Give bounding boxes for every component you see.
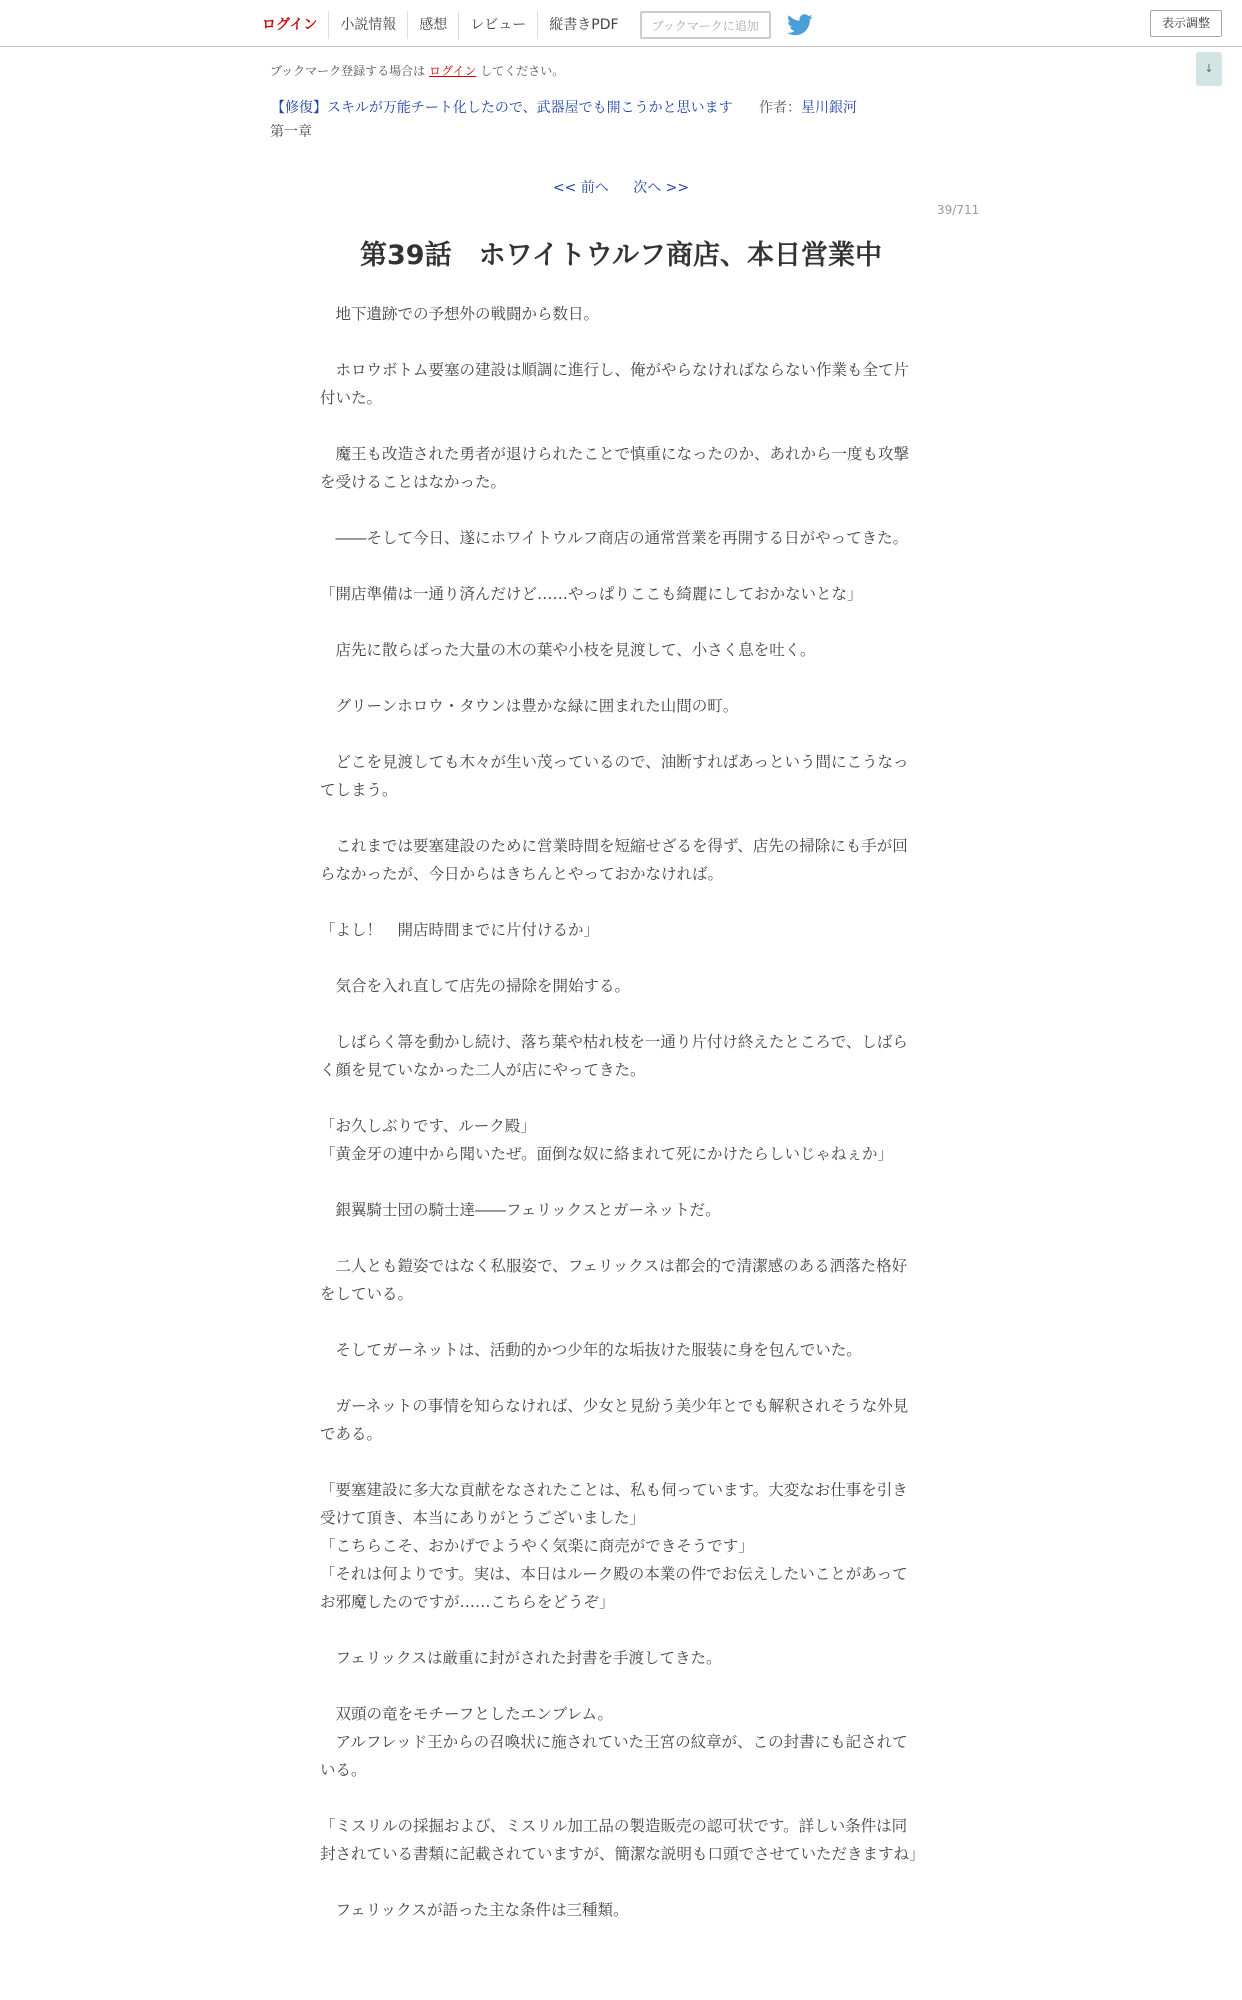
- body-paragraph: しばらく箒を動かし続け、落ち葉や枯れ枝を一通り片付け終えたところで、しばらく顔を見ていなかった二人が店にやってきた。: [320, 1033, 908, 1079]
- episode-count: 39/711: [937, 203, 980, 217]
- episode-title: 第39話 ホワイトウルフ商店、本日営業中: [360, 240, 882, 271]
- bookmark-note-login-link[interactable]: ログイン: [429, 64, 477, 78]
- body-paragraph: 銀翼騎士団の騎士達――フェリックスとガーネットだ。: [320, 1201, 721, 1219]
- review-link[interactable]: レビュー: [458, 11, 537, 39]
- body-paragraph: 地下遺跡での予想外の戦闘から数日。: [320, 305, 600, 323]
- novel-info-link[interactable]: 小説情報: [328, 11, 407, 39]
- body-paragraph: 双頭の竜をモチーフとしたエンブレム。 アルフレッド王からの召喚状に施されていた王宮の紋章が、この封書にも記されている。: [320, 1705, 908, 1779]
- scroll-down-button[interactable]: ↓: [1196, 52, 1222, 86]
- body-paragraph: グリーンホロウ・タウンは豊かな緑に囲まれた山間の町。: [320, 697, 739, 715]
- twitter-icon[interactable]: [787, 13, 815, 37]
- body-paragraph: 魔王も改造された勇者が退けられたことで慎重になったのか、あれから一度も攻撃を受けることはなかった。: [320, 445, 910, 491]
- body-paragraph: 気合を入れ直して店先の掃除を開始する。: [320, 977, 631, 995]
- series-title-link[interactable]: 【修復】スキルが万能チート化したので、武器屋でも開こうかと思います: [271, 100, 733, 116]
- top-navbar: [0, 0, 1242, 47]
- login-link[interactable]: ログイン: [262, 17, 318, 33]
- body-paragraph: 「よし！ 開店時間までに片付けるか」: [320, 921, 600, 939]
- body-paragraph: ――そして今日、遂にホワイトウルフ商店の通常営業を再開する日がやってきた。: [320, 529, 909, 547]
- impressions-link[interactable]: 感想: [407, 11, 458, 39]
- body-paragraph: 「ミスリルの採掘および、ミスリル加工品の製造販売の認可状です。詳しい条件は同封されている書類に記載されていますが、簡潔な説明も口頭でさせていただきますね」: [320, 1817, 925, 1863]
- body-paragraph: 「開店準備は一通り済んだけど……やっぱりここも綺麗にしておかないとな」: [320, 585, 863, 603]
- body-paragraph: フェリックスは厳重に封がされた封書を手渡してきた。: [320, 1649, 722, 1667]
- display-settings-button[interactable]: 表示調整: [1150, 10, 1222, 37]
- add-bookmark-button[interactable]: ブックマークに追加: [640, 11, 771, 39]
- body-paragraph: フェリックスが語った主な条件は三種類。: [320, 1901, 629, 1919]
- body-paragraph: 店先に散らばった大量の木の葉や小枝を見渡して、小さく息を吐く。: [320, 641, 816, 659]
- author-link[interactable]: 星川銀河: [801, 100, 858, 116]
- body-paragraph: そしてガーネットは、活動的かつ少年的な垢抜けた服装に身を包んでいた。: [320, 1341, 862, 1359]
- prev-episode-link[interactable]: << 前へ: [552, 180, 609, 196]
- author-label: 作者：: [759, 100, 802, 116]
- body-paragraph: 二人とも鎧姿ではなく私服姿で、フェリックスは都会的で清潔感のある洒落た格好をしている。: [320, 1257, 908, 1303]
- novel-body: [320, 300, 925, 1952]
- vertical-pdf-link[interactable]: 縦書きPDF: [537, 11, 629, 39]
- body-paragraph: 「お久しぶりです、ルーク殿」 「黄金牙の連中から聞いたぜ。面倒な奴に絡まれて死にかけたらしいじゃねぇか」: [320, 1117, 894, 1163]
- next-episode-link[interactable]: 次へ >>: [633, 180, 690, 196]
- body-paragraph: これまでは要塞建設のために営業時間を短縮せざるを得ず、店先の掃除にも手が回らなかったが、今日からはきちんとやっておかなければ。: [320, 837, 908, 883]
- chapter-title: 第一章: [270, 124, 312, 140]
- episode-pager: [0, 177, 1242, 197]
- body-paragraph: ホロウボトム要塞の建設は順調に進行し、俺がやらなければならない作業も全て片付いた。: [320, 361, 910, 407]
- series-info: [271, 97, 857, 117]
- body-paragraph: 「要塞建設に多大な貢献をなされたことは、私も伺っています。大変なお仕事を引き受けて頂き、本当にありがとうございました」 「こちらこそ、おかげでようやく気楽に商売ができそうです」 「それは何よりです。実は、本日はルーク殿の本業の件でお伝えしたいことがあってお邪魔したのですが……こちらをどうぞ」: [320, 1481, 908, 1611]
- main-nav: [252, 10, 815, 40]
- bookmark-note-suffix: してください。: [480, 64, 565, 78]
- body-paragraph: ガーネットの事情を知らなければ、少女と見紛う美少年とでも解釈されそうな外見である。: [320, 1397, 909, 1443]
- bookmark-login-note: [270, 62, 564, 79]
- bookmark-note-prefix: ブックマーク登録する場合は: [270, 64, 426, 78]
- body-paragraph: どこを見渡しても木々が生い茂っているので、油断すればあっという間にこうなってしまう。: [320, 753, 909, 799]
